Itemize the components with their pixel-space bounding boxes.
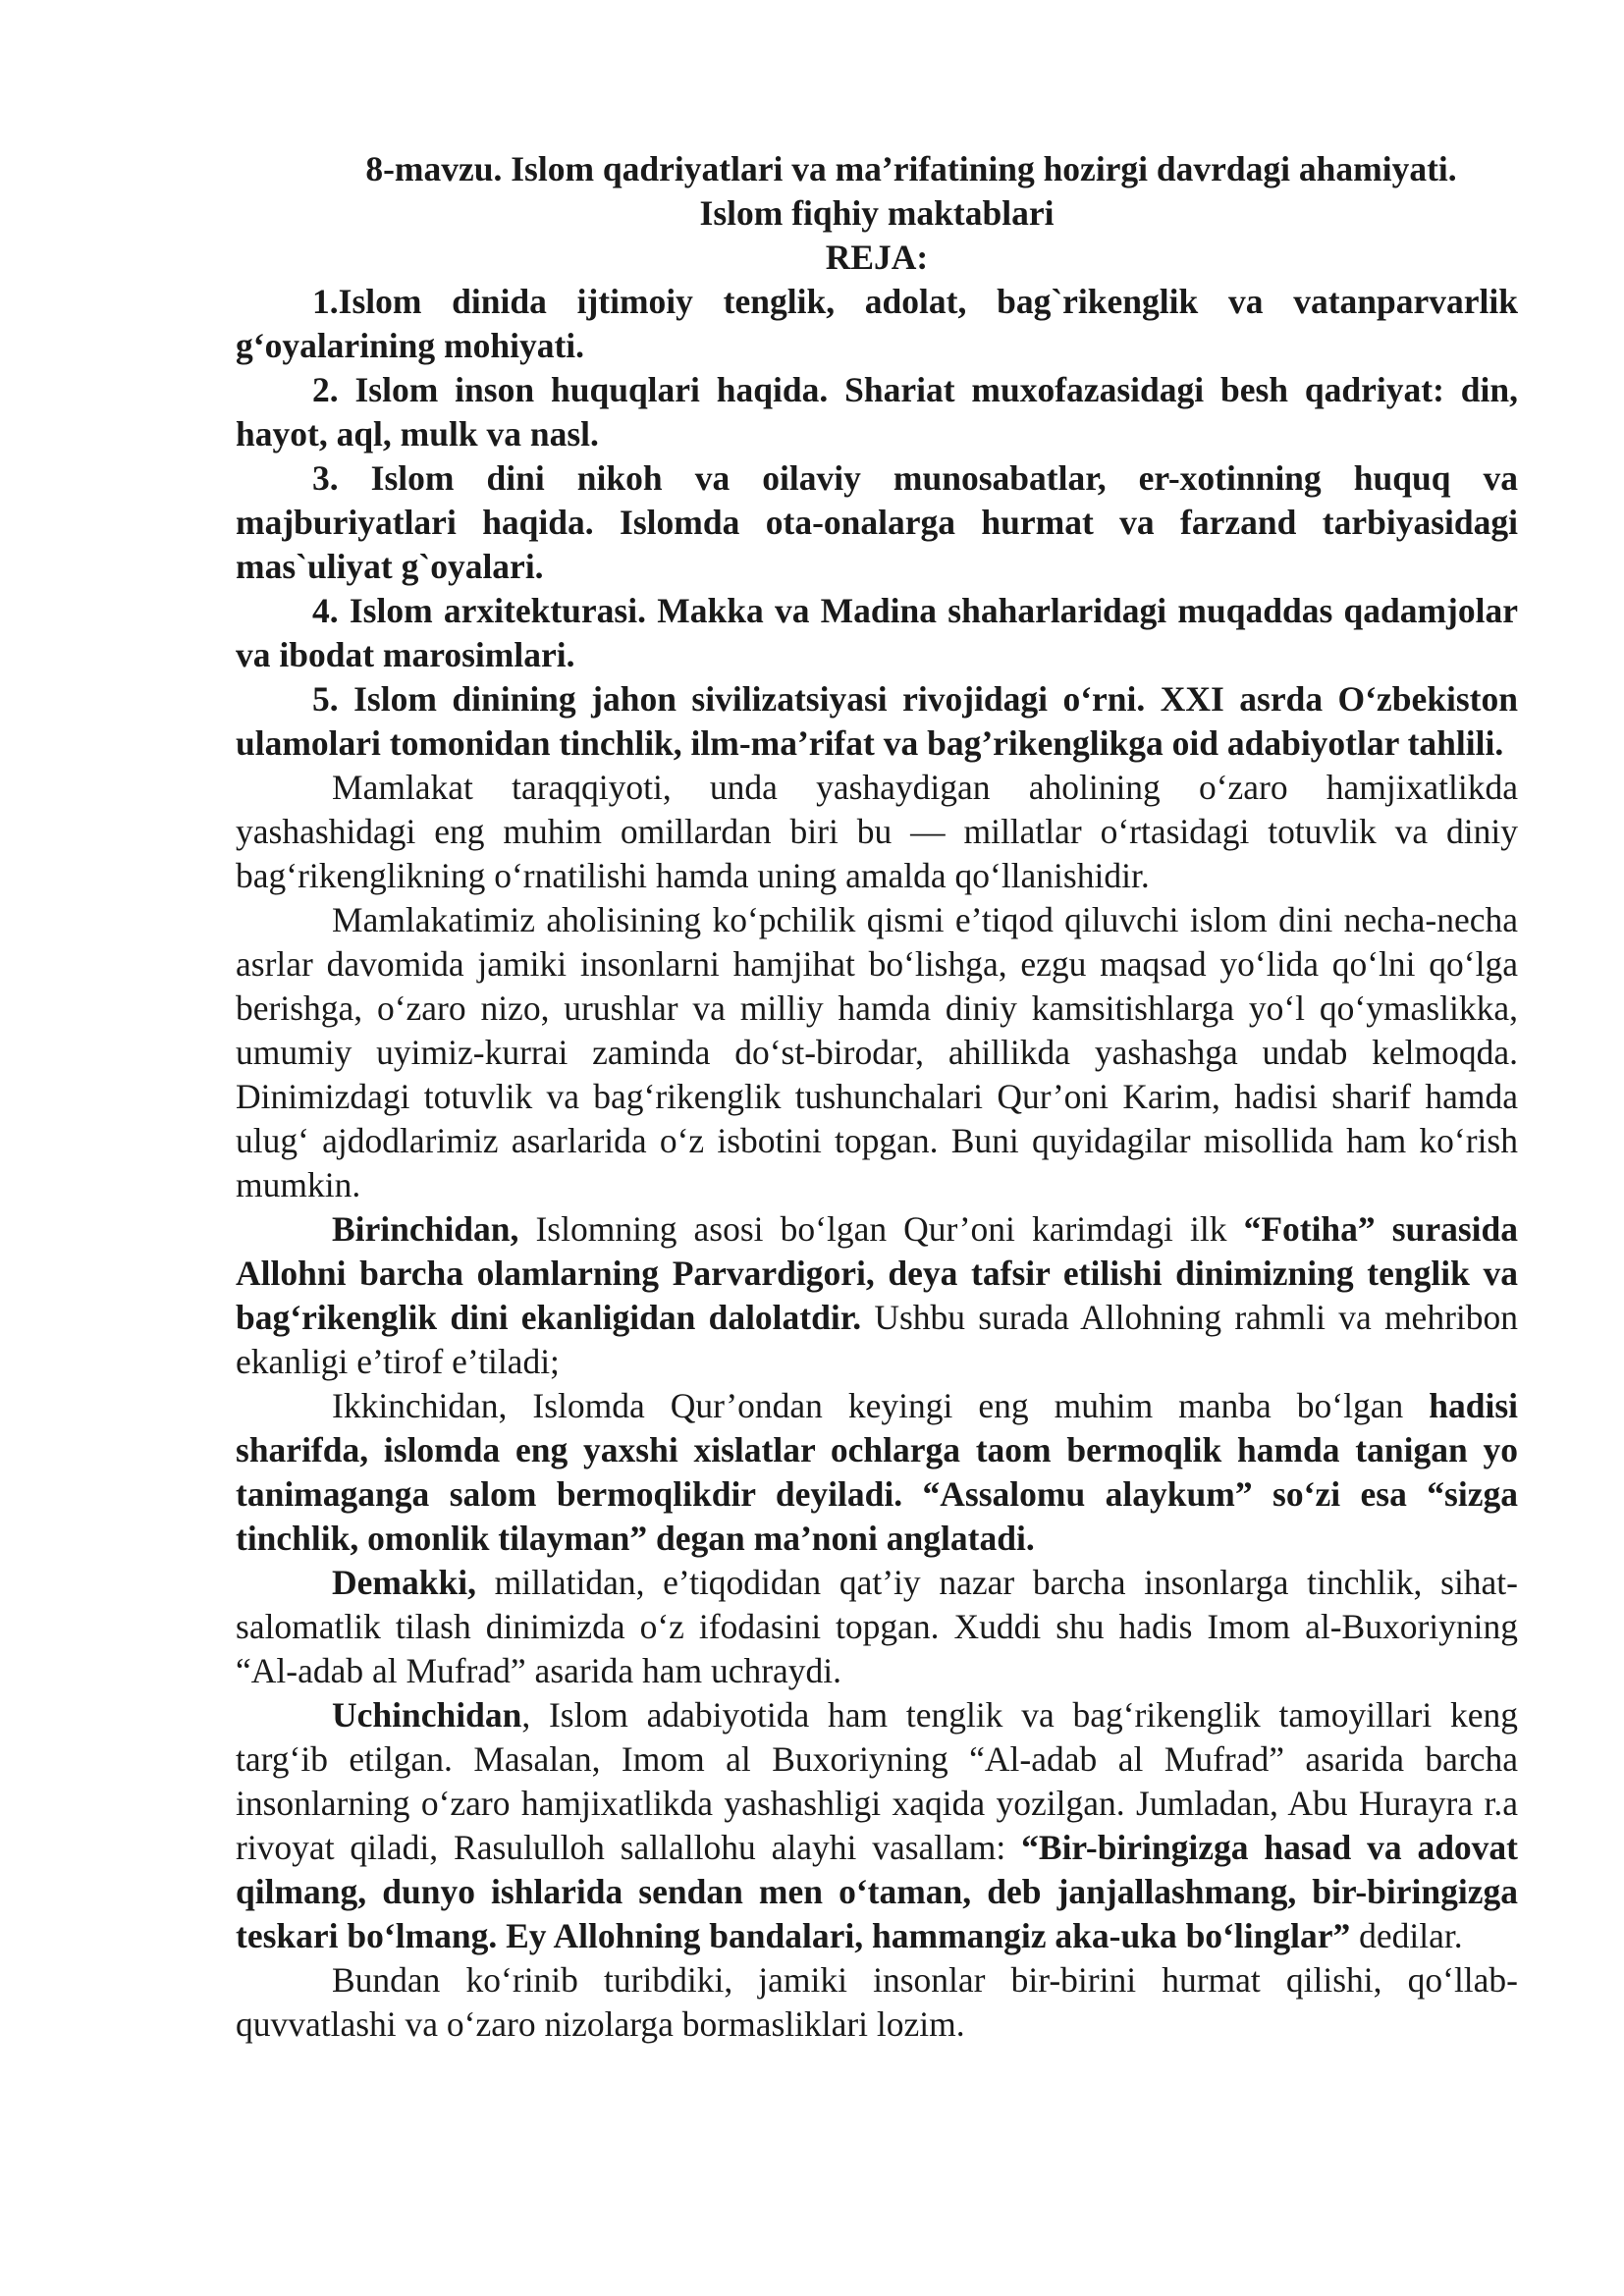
- conclusion-text: millatidan, e’tiqodidan qat’iy nazar barcha insonlarga tinchlik, sihat-salomatlik tilash dinimizda o‘z ifodasini topgan. Xuddi shu hadis Imom al-Buxoriyning “Al-adab al Mufrad” asarida ham uchraydi.: [236, 1563, 1518, 1690]
- first-point-tail: Ushbu surada Allohning rahmli va mehribon ekanligi e’tirof e’tiladi;: [236, 1298, 1518, 1381]
- first-point-emphasis: “Fotiha” surasida Allohni barcha olamlarning Parvardigori, deya tafsir etilishi dinimizning tenglik va bag‘rikenglik dini ekanligidan dalolatdir.: [236, 1209, 1519, 1337]
- document-page: [236, 147, 1518, 2047]
- plan-item-2: 2. Islom inson huquqlari haqida. Shariat muxofazasidagi besh qadriyat: din, hayot, aql, mulk va nasl.: [236, 370, 1518, 454]
- plan-item-5: 5. Islom dinining jahon sivilizatsiyasi rivojidagi o‘rni. XXI asrda O‘zbekiston ulamolari tomonidan tinchlik, ilm-ma’rifat va bag’rikenglikga oid adabiyotlar tahlili.: [236, 679, 1518, 763]
- third-point-tail: dedilar.: [1350, 1916, 1463, 1955]
- title-line-topic: 8-mavzu. Islom qadriyatlari va ma’rifatining hozirgi davrdagi ahamiyati.: [365, 149, 1457, 188]
- third-point-text: , Islom adabiyotida ham tenglik va bag‘rikenglik tamoyillari keng targ‘ib etilgan. Masalan, Imom al Buxoriyning “Al-adab al Mufrad” asarida barcha insonlarning o‘zaro hamjixatlikda yashashligi xaqida yozilgan. Jumladan, Abu Hurayra r.a rivoyat qiladi, Rasululloh sallallohu alayhi vasallam:: [236, 1695, 1518, 1867]
- document-title: [236, 147, 1518, 280]
- plan-item-4: 4. Islom arxitekturasi. Makka va Madina shaharlaridagi muqaddas qadamjolar va ibodat marosimlari.: [236, 591, 1518, 674]
- paragraph-second-point: [236, 1384, 1518, 1561]
- paragraph-third-point: [236, 1693, 1518, 1958]
- first-point-lead: Birinchidan,: [332, 1209, 519, 1249]
- first-point-text: Islomning asosi bo‘lgan Qur’oni karimdagi ilk: [518, 1209, 1244, 1249]
- paragraph-intro: Mamlakat taraqqiyoti, unda yashaydigan aholining o‘zaro hamjixatlikda yashashidagi eng muhim omillardan biri bu — millatlar o‘rtasidagi totuvlik va diniy bag‘rikenglikning o‘rnatilishi hamda uning amalda qo‘llanishidir.: [236, 768, 1518, 895]
- paragraph-final: Bundan ko‘rinib turibdiki, jamiki insonlar bir-birini hurmat qilishi, qo‘llab-quvvatlashi va o‘zaro nizolarga bormasliklari lozim.: [236, 1960, 1518, 2044]
- plan-item-3: 3. Islom dini nikoh va oilaviy munosabatlar, er-xotinning huquq va majburiyatlari haqida. Islomda ota-onalarga hurmat va farzand tarbiyasidagi mas`uliyat g`oyalari.: [236, 458, 1518, 586]
- second-point-text: Ikkinchidan, Islomda Qur’ondan keyingi eng muhim manba bo‘lgan: [332, 1386, 1430, 1425]
- title-line-plan-heading: REJA:: [825, 238, 929, 277]
- third-point-quote: “Bir-biringizga hasad va adovat qilmang, dunyo ishlarida sendan men o‘taman, deb janjallashmang, bir-biringizga teskari bo‘lmang. Ey Allohning bandalari, hammangiz aka-uka bo‘linglar”: [236, 1828, 1519, 1955]
- second-point-emphasis: hadisi sharifda, islomda eng yaxshi xislatlar ochlarga taom bermoqlik hamda tanigan yo tanimaganga salom bermoqlikdir deyiladi. “Assalomu alaykum” so‘zi esa “sizga tinchlik, omonlik tilayman” degan ma’noni anglatadi.: [236, 1386, 1518, 1558]
- paragraph-population: Mamlakatimiz aholisining ko‘pchilik qismi e’tiqod qiluvchi islom dini necha-necha asrlar davomida jamiki insonlarni hamjihat bo‘lishga, ezgu maqsad yo‘lida qo‘lni qo‘lga berishga, o‘zaro nizo, urushlar va milliy hamda diniy kamsitishlarga yo‘l qo‘ymaslikka, umumiy uyimiz-kurrai zaminda do‘st-birodar, ahillikda yashashga undab kelmoqda. Dinimizdagi totuvlik va bag‘rikenglik tushunchalari Qur’oni Karim, hadisi sharif hamda ulug‘ ajdodlarimiz asarlarida o‘z isbotini topgan. Buni quyidagilar misollida ham ko‘rish mumkin.: [236, 900, 1518, 1204]
- conclusion-lead: Demakki,: [332, 1563, 476, 1602]
- paragraph-first-point: [236, 1207, 1518, 1384]
- third-point-lead: Uchinchidan: [332, 1695, 522, 1735]
- paragraph-conclusion: [236, 1561, 1518, 1693]
- title-line-subtitle: Islom fiqhiy maktablari: [699, 193, 1055, 233]
- plan-item-1: 1.Islom dinida ijtimoiy tenglik, adolat, bag`rikenglik va vatanparvarlik g‘oyalarining mohiyati.: [236, 282, 1518, 365]
